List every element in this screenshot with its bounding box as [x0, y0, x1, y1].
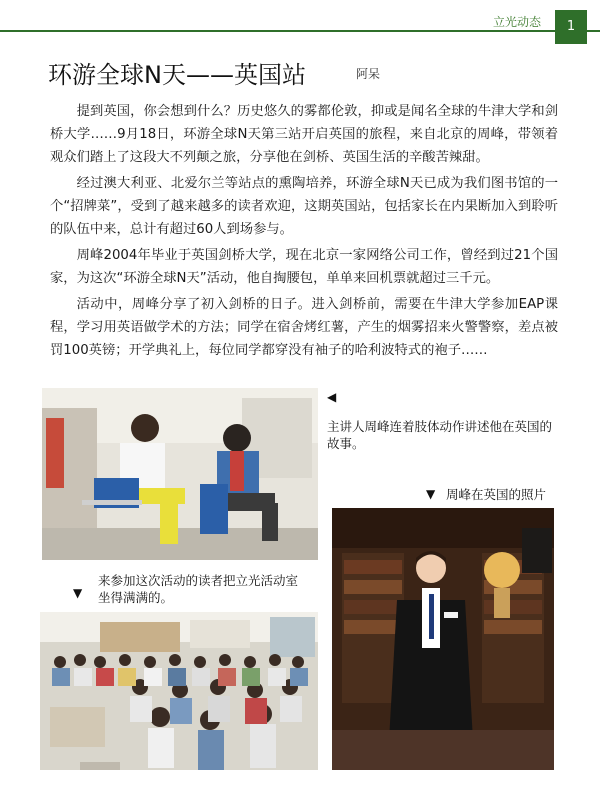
paragraph: 经过澳大利亚、北爱尔兰等站点的熏陶培养，环游全球N天已成为我们图书馆的一个“招牌菜”，受到了越来越多的读者欢迎，这期英国站，包括家长在内果断加入到聆听的队伍中来，总计有超过60人到场参与。 [50, 176, 558, 237]
paragraph: 提到英国，你会想到什么？历史悠久的雾都伦敦，抑或是闻名全球的牛津大学和剑桥大学……9月18日，环游全球N天第三站开启英国的旅程，来自北京的周峰，带领着观众们踏上了这段大不列颠之旅，分享他在剑桥、英国生活的辛酸苦辣甜。 [50, 104, 558, 165]
article-title: 环游全球N天——英国站 [48, 61, 306, 89]
paragraph: 周峰2004年毕业于英国剑桥大学，现在北京一家网络公司工作，曾经到过21个国家，为这次“环游全球N天”活动，他自掏腰包，单单来回机票就超过三千元。 [50, 248, 558, 286]
article-author: 阿呆 [356, 67, 381, 81]
uk-photo-caption: 周峰在英国的照片 [446, 487, 547, 502]
left-arrow-icon: ◀ [327, 390, 337, 404]
uk-portrait-photo [332, 508, 554, 770]
paragraph: 活动中，周峰分享了初入剑桥的日子。进入剑桥前，需要在牛津大学参加EAP课程，学习用英语做学术的方法；同学在宿舍烤红薯，产生的烟雾招来火警警察，差点被罚100英镑；开学典礼上，每位同学都穿没有袖子的哈利波特式的袍子…… [50, 297, 558, 358]
audience-caption: 来参加这次活动的读者把立光活动室坐得满满的。 [98, 573, 299, 605]
page-number: 1 [555, 10, 587, 44]
section-label: 立光动态 [493, 15, 542, 29]
speaker-photo [42, 388, 318, 560]
audience-photo [40, 612, 318, 770]
down-arrow-icon: ▼ [426, 487, 436, 501]
down-arrow-icon: ▼ [73, 586, 83, 600]
header-rule [0, 30, 600, 32]
speaker-caption: 主讲人周峰连着肢体动作讲述他在英国的故事。 [327, 419, 553, 451]
article-body [50, 100, 558, 365]
